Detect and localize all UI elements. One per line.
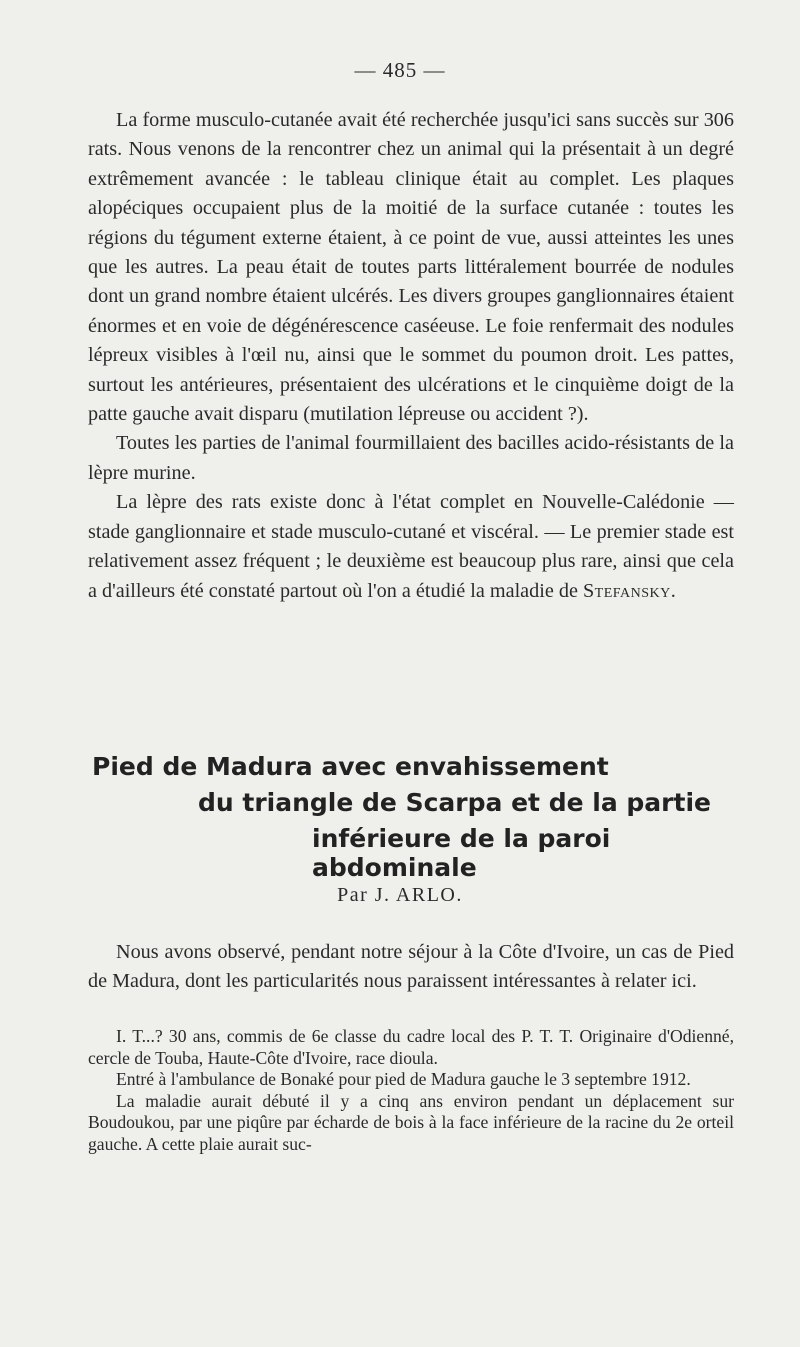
conclusion-period: . — [670, 579, 676, 602]
observation-paragraph: Nous avons observé, pendant notre séjour à la Côte d'Ivoire, un cas de Pied de Madura, dont les particularités nous paraissent intéressantes à relater ici. — [88, 941, 734, 993]
conclusion-text: La lèpre des rats existe donc à l'état complet en Nouvelle-Calédonie — stade ganglionnaire et stade musculo-cutané et viscéral. — Le premier stade est relativement assez fréquent ; le deuxième est beaucoup plus rare, ainsi que cela a d'ailleurs été constaté partout où l'on a étudié la maladie de — [88, 491, 734, 602]
case-paragraph-3: La maladie aurait débuté il y a cinq ans environ pendant un déplacement sur Boudoukou, par une piqûre par écharde de bois à la face inférieure de la racine du 2e orteil gauche. A cette plaie aurait suc- — [88, 1090, 734, 1154]
author-reference: Stefansky — [582, 579, 671, 602]
article-title-line-3: inférieure de la paroi abdominale — [312, 824, 611, 882]
case-paragraph-1: I. T...? 30 ans, commis de 6e classe du cadre local des P. T. T. Originaire d'Odienné, cercle de Touba, Haute-Côte d'Ivoire, race dioula. — [88, 1026, 734, 1068]
observation-section — [88, 938, 734, 997]
byline: Par J. ARLO. — [337, 884, 463, 906]
intro-paragraph-2: Toutes les parties de l'animal fourmillaient des bacilles acido-résistants de la lèpre murine. — [88, 432, 734, 484]
intro-paragraph-3 — [88, 488, 734, 606]
page-number: — 485 — — [354, 58, 446, 82]
article-title-line-1: Pied de Madura avec envahissement — [92, 752, 609, 781]
article-title-line-2: du triangle de Scarpa et de la partie — [198, 788, 711, 817]
intro-paragraph-1: La forme musculo-cutanée avait été recherchée jusqu'ici sans succès sur 306 rats. Nous venons de la rencontrer chez un animal qui la présentait à un degré extrêmement avancée : le tableau clinique était au complet. Les plaques alopéciques occupaient plus de la moitié de la surface cutanée : toutes les régions du tégument externe étaient, à ce point de vue, aussi atteintes les unes que les autres. La peau était de toutes parts littéralement bourrée de nodules dont un grand nombre étaient ulcérés. Les divers groupes ganglionnaires étaient énormes et en voie de dégénérescence caséeuse. Le foie renfermait des nodules lépreux visibles à l'œil nu, ainsi que le sommet du poumon droit. Les pattes, surtout les antérieures, présentaient des ulcérations et le cinquième doigt de la patte gauche avait disparu (mutilation lépreuse ou accident ?). — [88, 109, 734, 426]
case-paragraph-2: Entré à l'ambulance de Bonaké pour pied de Madura gauche le 3 septembre 1912. — [116, 1069, 691, 1090]
intro-section — [88, 106, 734, 606]
case-report — [88, 1026, 734, 1156]
